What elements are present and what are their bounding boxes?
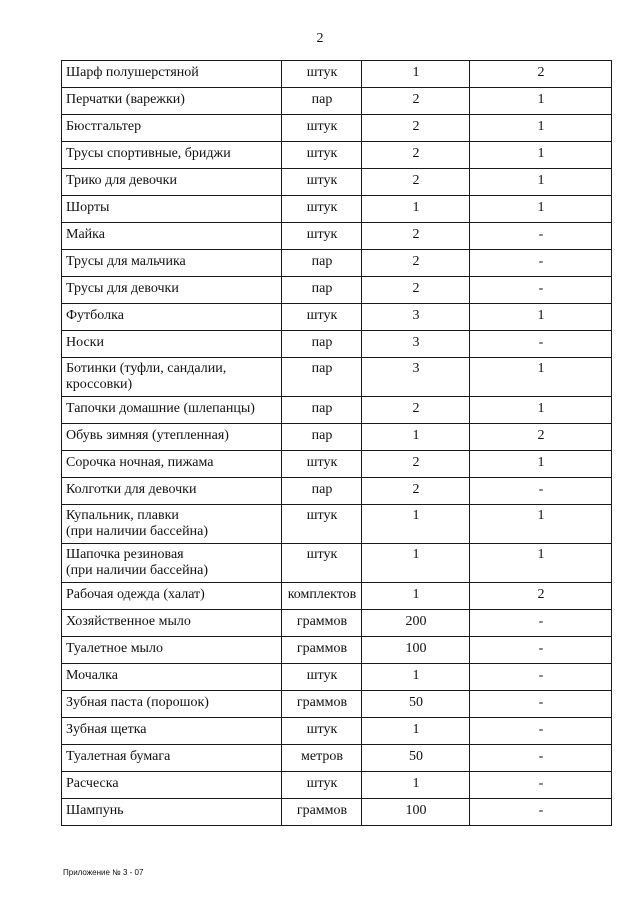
norm-1-cell: 1 xyxy=(362,718,470,745)
item-name: Трико для девочки xyxy=(66,173,177,188)
norm-2-cell: - xyxy=(470,745,612,772)
item-name-cell xyxy=(62,277,282,304)
unit-cell: штук xyxy=(282,169,362,196)
item-name: Туалетная бумага xyxy=(66,749,171,764)
item-name: Шапочка резиновая xyxy=(66,547,184,562)
norm-1-cell: 2 xyxy=(362,169,470,196)
table-row xyxy=(62,331,612,358)
norm-2-cell: 1 xyxy=(470,397,612,424)
norm-1-cell: 2 xyxy=(362,451,470,478)
unit-cell: штук xyxy=(282,142,362,169)
norm-2-cell: 1 xyxy=(470,544,612,583)
table-row xyxy=(62,196,612,223)
item-name: Расческа xyxy=(66,776,119,791)
table-row xyxy=(62,691,612,718)
item-name: Трусы спортивные, бриджи xyxy=(66,146,231,161)
table-row xyxy=(62,745,612,772)
table-row xyxy=(62,304,612,331)
norm-2-cell: 1 xyxy=(470,169,612,196)
unit-cell: комплектов xyxy=(282,583,362,610)
unit-cell: пар xyxy=(282,424,362,451)
table-row xyxy=(62,61,612,88)
item-name: Перчатки (варежки) xyxy=(66,92,185,107)
unit-cell: граммов xyxy=(282,637,362,664)
norm-1-cell: 2 xyxy=(362,88,470,115)
item-name-cell xyxy=(62,196,282,223)
unit-cell: граммов xyxy=(282,691,362,718)
table-row xyxy=(62,223,612,250)
item-name-cell xyxy=(62,745,282,772)
item-name-cell xyxy=(62,115,282,142)
norm-2-cell: 1 xyxy=(470,115,612,142)
unit-cell: штук xyxy=(282,718,362,745)
norm-2-cell: 1 xyxy=(470,88,612,115)
item-name: Ботинки (туфли, сандалии, xyxy=(66,361,227,376)
table-row xyxy=(62,718,612,745)
unit-cell: пар xyxy=(282,478,362,505)
item-name-cell xyxy=(62,223,282,250)
norm-1-cell: 2 xyxy=(362,142,470,169)
item-name: Мочалка xyxy=(66,668,118,683)
norm-2-cell: 1 xyxy=(470,196,612,223)
norm-2-cell: 1 xyxy=(470,358,612,397)
norm-2-cell: - xyxy=(470,637,612,664)
page-number: 2 xyxy=(316,31,324,46)
item-name: Обувь зимняя (утепленная) xyxy=(66,428,229,443)
table-row xyxy=(62,424,612,451)
item-name-cell xyxy=(62,451,282,478)
norm-1-cell: 100 xyxy=(362,799,470,826)
item-name: Зубная щетка xyxy=(66,722,147,737)
norm-1-cell: 50 xyxy=(362,691,470,718)
norm-2-cell: - xyxy=(470,610,612,637)
item-name: Шампунь xyxy=(66,803,124,818)
item-name-cell xyxy=(62,358,282,397)
norm-1-cell: 1 xyxy=(362,424,470,451)
norm-2-cell: 2 xyxy=(470,61,612,88)
item-name-cell xyxy=(62,397,282,424)
unit-cell: пар xyxy=(282,358,362,397)
norm-1-cell: 2 xyxy=(362,478,470,505)
table-row xyxy=(62,88,612,115)
item-name-cell xyxy=(62,88,282,115)
table-row xyxy=(62,544,612,583)
norm-2-cell: - xyxy=(470,664,612,691)
item-name: Бюстгальтер xyxy=(66,119,142,134)
norm-1-cell: 2 xyxy=(362,277,470,304)
norm-1-cell: 2 xyxy=(362,223,470,250)
norm-2-cell: 1 xyxy=(470,304,612,331)
unit-cell: штук xyxy=(282,505,362,544)
unit-cell: пар xyxy=(282,88,362,115)
unit-cell: граммов xyxy=(282,610,362,637)
table-body xyxy=(62,61,612,826)
item-name-cell xyxy=(62,424,282,451)
item-name-cell xyxy=(62,478,282,505)
item-name: (при наличии бассейна) xyxy=(66,524,208,539)
norm-1-cell: 1 xyxy=(362,772,470,799)
table-row xyxy=(62,664,612,691)
norm-1-cell: 1 xyxy=(362,544,470,583)
norm-1-cell: 1 xyxy=(362,664,470,691)
item-name-cell xyxy=(62,637,282,664)
unit-cell: штук xyxy=(282,61,362,88)
norm-2-cell: - xyxy=(470,331,612,358)
norm-1-cell: 1 xyxy=(362,505,470,544)
table-row xyxy=(62,478,612,505)
item-name: Трусы для мальчика xyxy=(66,254,186,269)
table-row xyxy=(62,505,612,544)
norm-2-cell: - xyxy=(470,250,612,277)
item-name-cell xyxy=(62,610,282,637)
item-name-cell xyxy=(62,583,282,610)
item-name-cell xyxy=(62,331,282,358)
table-row xyxy=(62,358,612,397)
table-row xyxy=(62,142,612,169)
norm-1-cell: 3 xyxy=(362,358,470,397)
norm-2-cell: - xyxy=(470,799,612,826)
norm-1-cell: 1 xyxy=(362,583,470,610)
item-name-cell xyxy=(62,304,282,331)
document-footer: Приложение № 3 - 07 xyxy=(63,868,144,877)
item-name-cell xyxy=(62,718,282,745)
norm-1-cell: 2 xyxy=(362,115,470,142)
item-name-cell xyxy=(62,61,282,88)
unit-cell: пар xyxy=(282,250,362,277)
item-name: (при наличии бассейна) xyxy=(66,563,208,578)
norm-2-cell: - xyxy=(470,718,612,745)
table-row xyxy=(62,115,612,142)
item-name: Колготки для девочки xyxy=(66,482,197,497)
item-name: Туалетное мыло xyxy=(66,641,163,656)
norm-2-cell: - xyxy=(470,223,612,250)
table-row xyxy=(62,169,612,196)
unit-cell: штук xyxy=(282,772,362,799)
norm-2-cell: 1 xyxy=(470,142,612,169)
unit-cell: метров xyxy=(282,745,362,772)
item-name-cell xyxy=(62,772,282,799)
unit-cell: граммов xyxy=(282,799,362,826)
table-row xyxy=(62,397,612,424)
norm-1-cell: 50 xyxy=(362,745,470,772)
unit-cell: штук xyxy=(282,544,362,583)
unit-cell: пар xyxy=(282,397,362,424)
item-name-cell xyxy=(62,505,282,544)
item-name: Зубная паста (порошок) xyxy=(66,695,209,710)
norm-1-cell: 1 xyxy=(362,196,470,223)
norm-2-cell: - xyxy=(470,691,612,718)
unit-cell: штук xyxy=(282,196,362,223)
item-name: Шарф полушерстяной xyxy=(66,65,199,80)
item-name: Носки xyxy=(66,335,104,350)
unit-cell: пар xyxy=(282,277,362,304)
unit-cell: пар xyxy=(282,331,362,358)
table-row xyxy=(62,610,612,637)
item-name-cell xyxy=(62,544,282,583)
table-row xyxy=(62,799,612,826)
item-name: Трусы для девочки xyxy=(66,281,179,296)
table-row xyxy=(62,451,612,478)
norm-2-cell: - xyxy=(470,478,612,505)
norm-1-cell: 3 xyxy=(362,304,470,331)
unit-cell: штук xyxy=(282,304,362,331)
norm-1-cell: 200 xyxy=(362,610,470,637)
item-name: Шорты xyxy=(66,200,110,215)
item-name: Футболка xyxy=(66,308,124,323)
item-name: Майка xyxy=(66,227,105,242)
table-row xyxy=(62,583,612,610)
item-name-cell xyxy=(62,169,282,196)
norm-1-cell: 100 xyxy=(362,637,470,664)
unit-cell: штук xyxy=(282,115,362,142)
item-name-cell xyxy=(62,799,282,826)
norm-2-cell: - xyxy=(470,277,612,304)
item-name-cell xyxy=(62,691,282,718)
norm-2-cell: 2 xyxy=(470,583,612,610)
norm-1-cell: 2 xyxy=(362,250,470,277)
norm-2-cell: 1 xyxy=(470,505,612,544)
norm-1-cell: 1 xyxy=(362,61,470,88)
norm-2-cell: 2 xyxy=(470,424,612,451)
item-name-cell xyxy=(62,664,282,691)
item-name: Хозяйственное мыло xyxy=(66,614,191,629)
norm-1-cell: 3 xyxy=(362,331,470,358)
item-name: Рабочая одежда (халат) xyxy=(66,587,205,602)
item-name-cell xyxy=(62,250,282,277)
table-row xyxy=(62,637,612,664)
supply-norms-table xyxy=(61,60,612,826)
table-row xyxy=(62,277,612,304)
item-name: Сорочка ночная, пижама xyxy=(66,455,214,470)
unit-cell: штук xyxy=(282,664,362,691)
item-name-cell xyxy=(62,142,282,169)
unit-cell: штук xyxy=(282,223,362,250)
norm-2-cell: 1 xyxy=(470,451,612,478)
item-name: Тапочки домашние (шлепанцы) xyxy=(66,401,255,416)
item-name: Купальник, плавки xyxy=(66,508,179,523)
item-name: кроссовки) xyxy=(66,377,133,392)
table-row xyxy=(62,250,612,277)
unit-cell: штук xyxy=(282,451,362,478)
norm-1-cell: 2 xyxy=(362,397,470,424)
table-row xyxy=(62,772,612,799)
norm-2-cell: - xyxy=(470,772,612,799)
